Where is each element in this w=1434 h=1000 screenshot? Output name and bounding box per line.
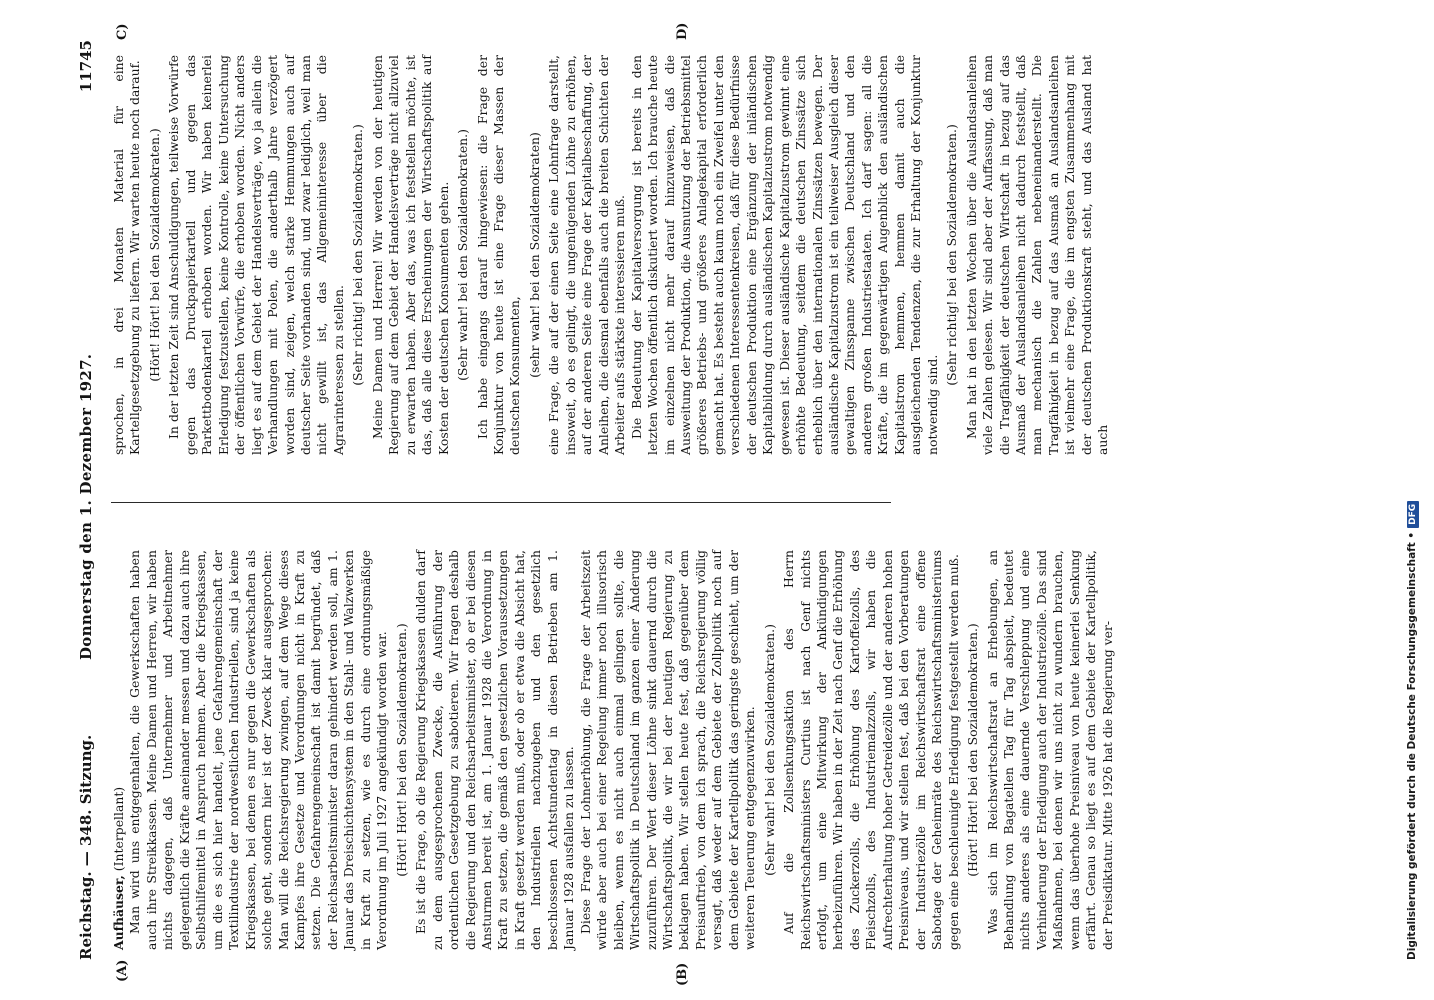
interjection: (Sehr richtig! bei den Sozialdemokraten.) [350, 124, 366, 386]
paragraph: Auf die Zollsenkungsaktion des Herrn Reichswirtschaftsministers Curtius ist nach Genf nichts erfolgt, um eine Mitwirkung der Ankündigungen herbeizuführen. Wir haben in der Zeit nach Genf die Erhöhung des Zuckerzolls, die Erhöhung des Kartoffelzolls, des Fleischzolls, des Industriemalzzolls, wir haben die Aufrechterhaltung hoher Getreidezölle und der anderen hohen Preisniveaus, und wir stellen fest, daß bei den Vorberatungen der Industriezölle im Reichswirtschaftsrat eine offene Sabotage der Geheimräte des Reichswirtschaftsministeriums gegen eine beschleunigte Erledigung festgestellt werden muß. [781, 550, 961, 950]
right-column [111, 55, 1112, 455]
column-divider [111, 502, 891, 503]
header-date: Donnerstag den 1. Dezember 1927. [77, 353, 95, 660]
interjection: (Hört! Hört! bei den Sozialdemokraten.) [146, 128, 162, 382]
margin-marker-d: D) [675, 22, 690, 40]
document-page [75, 0, 1375, 1000]
running-header [75, 40, 101, 960]
paragraph: Die Bedeutung der Kapitalversorgung ist bereits in den letzten Wochen öffentlich diskutiert worden. Ich brauche heute im einzelnen nicht mehr darauf hinzuweisen, daß die Ausweitung der Produktion, die Ausnutzung der Betriebsmittel größeres Betriebs- und größeres Anlagekapital erforderlich gemacht hat. Es besteht auch kaum noch ein Zweifel unter den verschiedenen Interessentenkreisen, daß für diese Bedürfnisse der deutschen Produktion eine Ergänzung der inländischen Kapitalbildung durch ausländischen Kapitalzustrom notwendig gewesen ist. Dieser ausländische Kapitalzustrom gewinnt eine erhöhte Bedeutung, seitdem die deutschen Zinssätze sich erheblich über den internationalen Zinssätzen bewegen. Der ausländische Kapitalzustrom ist ein teilweiser Ausgleich dieser gewaltigen Zinsspanne zwischen Deutschland und den anderen großen Industriestaaten. Ich darf sagen: all die Kräfte, die im gegenwärtigen Augenblick den ausländischen Kapitalstrom hemmen, hemmen damit auch die ausgleichenden Tendenzen, die zur Erhaltung der Konjunktur notwendig sind. [628, 55, 940, 455]
paragraph: Diese Frage der Lohnerhöhung, die Frage der Arbeitszeit würde aber auch bei einer Regelung immer noch illusorisch bleiben, wenn es nicht auch einmal gelingen sollte, die Wirtschaftspolitik in Deutschland im ganzen einer Änderung zuzuführen. Der Wert dieser Löhne sinkt dauernd durch die Wirtschaftspolitik, die wir bei der heutigen Regierung zu beklagen haben. Wir stellen heute fest, daß gegenüber dem Preisauftrieb, von dem ich sprach, die Reichsregierung völlig versagt, daß weder auf dem Gebiete der Zollpolitik noch auf dem Gebiete der Kartellpolitik das geringste geschieht, um der weiteren Teuerung entgegenzuwirken. [577, 550, 758, 950]
paragraph: Man hat in den letzten Wochen über die Auslandsanleihen viele Zahlen gelesen. Wir sind aber der Auffassung, daß man die Tragfähigkeit der deutschen Wirtschaft in bezug auf das Ausmaß der Auslandsanleihen nicht dadurch feststellt, daß man mechanisch die Zahlen nebeneinanderstellt. Die Tragfähigkeit in bezug auf das Ausmaß an Auslandsanleihen ist vielmehr eine Frage, die im engsten Zusammenhang mit der deutschen Produktionskraft steht, und das Ausland hat auch [963, 55, 1111, 455]
speaker-line [111, 550, 127, 950]
page-number: 11745 [77, 40, 95, 93]
dfg-logo: DFG [1407, 501, 1419, 528]
credit-text: Digitalisierung gefördert durch die Deutsche Forschungsgemeinschaft • [1406, 531, 1418, 960]
digitization-credit [1406, 0, 1430, 960]
interjection: (Hört! Hört! bei den Sozialdemokraten.) [393, 623, 409, 877]
speaker-name: Aufhäuser, [111, 875, 126, 950]
paragraph: In der letzten Zeit sind Anschuldigungen, teilweise Vorwürfe gegen das Druckpapierkartell und gegen das Parkettbodenkartell erhoben worden. Wir haben keinerlei Erledigung festzustellen, keine Kontrolle, keine Untersuchung der öffentlichen Vorwürfe, die erhoben worden. Nicht anders liegt es auf dem Gebiet der Handelsverträge, wo ja allein die Verhandlungen mit Polen, die anderthalb Jahre verzögert worden sind, zeigen, welch starke Hemmungen auch auf deutscher Seite vorhanden sind, und zwar lediglich, weil man nicht gewillt ist, das Allgemeininteresse über die Agrarinteressen zu stellen. [166, 55, 346, 455]
header-left: Reichstag. — 348. Sitzung. [77, 734, 95, 960]
interjection: (Hört! Hört! bei den Sozialdemokraten.) [965, 623, 981, 877]
margin-marker-c: C) [115, 23, 130, 40]
interjection: (Sehr richtig! bei den Sozialdemokraten.) [944, 124, 960, 386]
paragraph: Man wird uns entgegenhalten, die Gewerkschaften haben auch ihre Streikkassen. Meine Damen und Herren, wir haben nichts dagegen, daß Unternehmer und Arbeitnehmer gelegentlich die Kräfte aneinander messen und dazu auch ihre Selbsthilfemittel in Anspruch nehmen. Aber die Kriegskassen, um die es sich hier handelt, jene Gefahrengemeinschaft der Textilindustrie der nordwestlichen Industriellen, sind ja keine Kriegskassen, bei denen es nur gegen die Gewerkschaften als solche geht, sondern hier ist der Zweck klar ausgesprochen: Man will die Reichsregierung zwingen, auf dem Wege dieses Kampfes ihre Gesetze und Verordnungen nicht in Kraft zu setzen. Die Gefahrengemeinschaft ist damit begründet, daß der Reichsarbeitsminister daran gehindert werden soll, am 1. Januar das Dreischichtensystem in den Stahl- und Walzwerken in Kraft zu setzen, wie es durch eine ordnungsmäßige Verordnung im Juli 1927 angekündigt worden war. [127, 550, 390, 950]
margin-marker-a: (A) [115, 959, 130, 982]
paragraph: eine Frage, die auf der einen Seite eine Lohnfrage darstellt, insoweit, ob es gelingt, die ungenügenden Löhne zu erhöhen, auf der anderen Seite eine Frage der Kapitalbeschaffung, der Anleihen, die diesmal ebenfalls auch die breiten Schichten der Arbeiter aufs stärkste interessieren muß. [546, 55, 628, 455]
interjection: (Sehr wahr! bei den Sozialdemokraten.) [455, 129, 471, 381]
paragraph: Meine Damen und Herren! Wir werden von der heutigen Regierung auf dem Gebiet der Handelsverträge nicht allzuviel zu erwarten haben. Aber das, was ich feststellen möchte, ist das, daß alle diese Erscheinungen der Wirtschaftspolitik auf Kosten der deutschen Konsumenten gehen. [369, 55, 451, 455]
paragraph: Es ist die Frage, ob die Regierung Kriegskassen dulden darf zu dem ausgesprochenen Zwecke, die Ausführung der ordentlichen Gesetzgebung zu sabotieren. Wir fragen deshalb die Regierung und den Reichsarbeitsminister, ob er bei diesen Ansturmen bereit ist, am 1. Januar 1928 die Verordnung in Kraft zu setzen, die gemäß den gesetzlichen Voraussetzungen in Kraft gesetzt werden muß, oder ob er etwa die Absicht hat, den Industriellen nachzugeben und den gesetzlich beschlossenen Achtstundentag in diesen Betrieben am 1. Januar 1928 ausfallen zu lassen. [413, 550, 577, 950]
paragraph: Was sich im Reichswirtschaftsrat an Erhebungen, an Behandlung von Bagatellen Tag für Tag abspielt, bedeutet nichts anderes als eine dauernde Verschleppung und eine Verhinderung der Erledigung auch der Industriezölle. Das sind Maßnahmen, bei denen wir uns nicht zu wundern brauchen, wenn das überhohe Preisniveau von heute keinerlei Senkung erfährt. Genau so liegt es auf dem Gebiete der Kartellpolitik, der Preisdiktatur. Mitte 1926 hat die Regierung ver- [984, 550, 1115, 950]
paragraph: Ich habe eingangs darauf hingewiesen: die Frage der Konjunktur von heute ist eine Frage dieser Massen der deutschen Konsumenten, [474, 55, 523, 455]
margin-marker-b: (B) [675, 962, 690, 986]
interjection: (sehr wahr! bei den Sozialdemokraten) [526, 132, 542, 378]
speaker-note: (Interpellant) [111, 786, 126, 872]
left-column [111, 550, 1116, 950]
paragraph: sprochen, in drei Monaten Material für eine Kartellgesetzgebung zu liefern. Wir warten heute noch darauf. [111, 55, 143, 455]
interjection: (Sehr wahr! bei den Sozialdemokraten.) [761, 624, 777, 876]
